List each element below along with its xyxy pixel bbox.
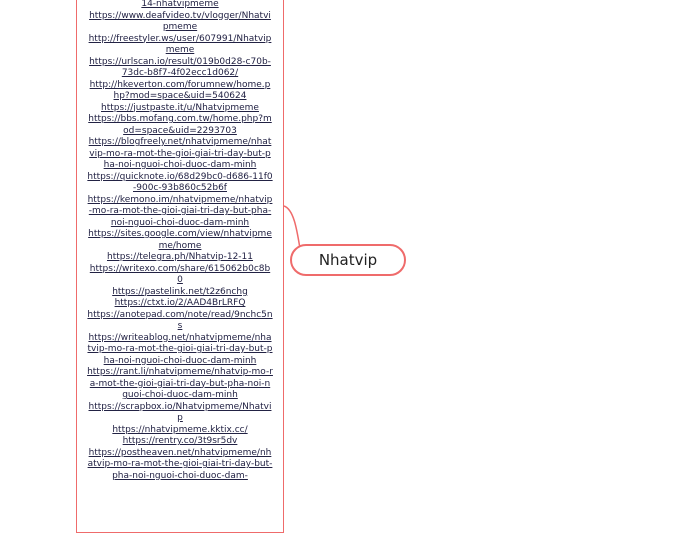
- link-item[interactable]: https://rentry.co/3t9sr5dv: [122, 436, 238, 446]
- link-item[interactable]: https://bbs.mofang.com.tw/home.php?mod=space&uid=2293703: [88, 114, 272, 136]
- links-list: [77, 0, 283, 482]
- link-item[interactable]: https://nhatvipmeme.kktix.cc/: [112, 424, 248, 435]
- central-topic-node[interactable]: [290, 244, 406, 276]
- link-item[interactable]: https://urlscan.io/result/019b0d28-c70b-73dc-b8f7-4f02ecc1d062/: [89, 56, 271, 78]
- link-item[interactable]: https://scrapbox.io/Nhatvipmeme/Nhatvip: [88, 401, 272, 423]
- link-item[interactable]: https://www.deafvideo.tv/vlogger/Nhatvipmeme: [89, 10, 271, 32]
- link-item[interactable]: https://writexo.com/share/615062b0c8b0: [89, 263, 271, 285]
- link-item[interactable]: https://postheaven.net/nhatvipmeme/nhatvip-mo-ra-mot-the-gioi-giai-tri-day-but-pha-noi-nguoi-choi-duoc-dam-: [87, 447, 273, 481]
- link-item[interactable]: https://kemono.im/nhatvipmeme/nhatvip-mo-ra-mot-the-gioi-giai-tri-day-but-pha-noi-nguoi-choi-duoc-dam-minh: [87, 194, 273, 228]
- link-item[interactable]: https://quicknote.io/68d29bc0-d686-11f0-900c-93b860c52b6f: [87, 171, 273, 193]
- link-item[interactable]: https://justpaste.it/u/Nhatvipmeme: [101, 102, 259, 113]
- central-topic-label: Nhatvip: [318, 251, 378, 269]
- link-item[interactable]: 14-nhatvipmeme: [141, 0, 219, 9]
- link-item[interactable]: https://blogfreely.net/nhatvipmeme/nhatvip-mo-ra-mot-the-gioi-giai-tri-day-but-pha-noi-nguoi-choi-duoc-dam-minh: [88, 137, 272, 170]
- link-item[interactable]: https://writeablog.net/nhatvipmeme/nhatvip-mo-ra-mot-the-gioi-giai-tri-day-but-pha-noi-nguoi-choi-duoc-dam-minh: [87, 332, 273, 366]
- link-item[interactable]: http://freestyler.ws/user/607991/Nhatvipmeme: [88, 33, 272, 55]
- link-item[interactable]: https://anotepad.com/note/read/9nchc5ns: [87, 309, 273, 331]
- link-item[interactable]: https://sites.google.com/view/nhatvipmeme/home: [88, 229, 272, 251]
- link-item[interactable]: https://rant.li/nhatvipmeme/nhatvip-mo-ra-mot-the-gioi-giai-tri-day-but-pha-noi-nguoi-choi-duoc-dam-minh: [87, 367, 273, 400]
- link-item[interactable]: http://hkeverton.com/forumnew/home.php?mod=space&uid=540624: [89, 79, 271, 101]
- links-topic-box: [76, 0, 284, 533]
- link-item[interactable]: https://pastelink.net/t2z6nchg: [112, 286, 248, 297]
- link-item[interactable]: https://ctxt.io/2/AAD4BrLRFQ: [114, 298, 246, 308]
- link-item[interactable]: https://telegra.ph/Nhatvip-12-11: [106, 252, 254, 262]
